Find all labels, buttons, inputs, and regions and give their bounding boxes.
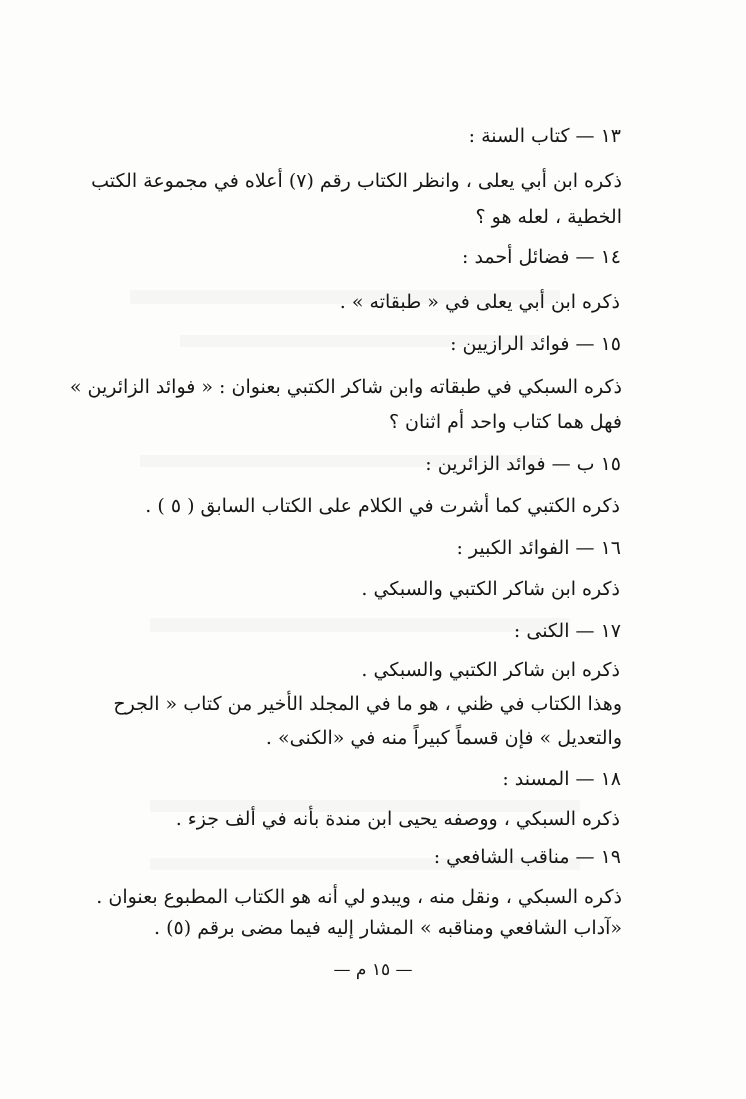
entry-19-line-2: «آداب الشافعي ومناقبه » المشار إليه فيما مضى برقم (٥) .: [154, 917, 622, 939]
entry-16-heading: ١٦ — الفوائد الكبير :: [456, 537, 621, 559]
entry-17-line-2: وهذا الكتاب في ظني ، هو ما في المجلد الأخير من كتاب « الجرح: [113, 693, 622, 715]
entry-15-line-2: فهل هما كتاب واحد أم اثنان ؟: [388, 411, 622, 433]
entry-18-line-1: ذكره السبكي ، ووصفه يحيى ابن مندة بأنه في ألف جزء .: [175, 808, 620, 830]
entry-13-heading: ١٣ — كتاب السنة :: [468, 125, 621, 147]
entry-15-line-1: ذكره السبكي في طبقاته وابن شاكر الكتبي بعنوان : « فوائد الزائرين »: [69, 376, 622, 398]
entry-15b-line-1: ذكره الكتبي كما أشرت في الكلام على الكتاب السابق ( ٥ ) .: [145, 495, 620, 517]
entry-19-line-1: ذكره السبكي ، ونقل منه ، ويبدو لي أنه هو الكتاب المطبوع بعنوان .: [96, 886, 622, 908]
entry-14-line-1: ذكره ابن أبي يعلى في « طبقاته » .: [339, 291, 620, 313]
entry-13-line-2: الخطية ، لعله هو ؟: [475, 206, 622, 228]
entry-16-line-1: ذكره ابن شاكر الكتبي والسبكي .: [361, 578, 620, 600]
page-number: — ١٥ م —: [333, 960, 413, 980]
entry-17-line-3: والتعديل » فإن قسماً كبيراً منه في «الكنى» .: [265, 727, 622, 749]
entry-19-heading: ١٩ — مناقب الشافعي :: [433, 846, 621, 868]
entry-17-line-1: ذكره ابن شاكر الكتبي والسبكي .: [361, 659, 620, 681]
entry-13-line-1: ذكره ابن أبي يعلى ، وانظر الكتاب رقم (٧) أعلاه في مجموعة الكتب: [91, 170, 622, 192]
entry-17-heading: ١٧ — الكنى :: [513, 620, 621, 642]
entry-15-heading: ١٥ — فوائد الرازيين :: [450, 333, 621, 355]
entry-14-heading: ١٤ — فضائل أحمد :: [462, 246, 621, 268]
show-through-smudge: [150, 618, 570, 632]
entry-15b-heading: ١٥ ب — فوائد الزائرين :: [425, 453, 621, 475]
entry-18-heading: ١٨ — المسند :: [502, 768, 621, 790]
